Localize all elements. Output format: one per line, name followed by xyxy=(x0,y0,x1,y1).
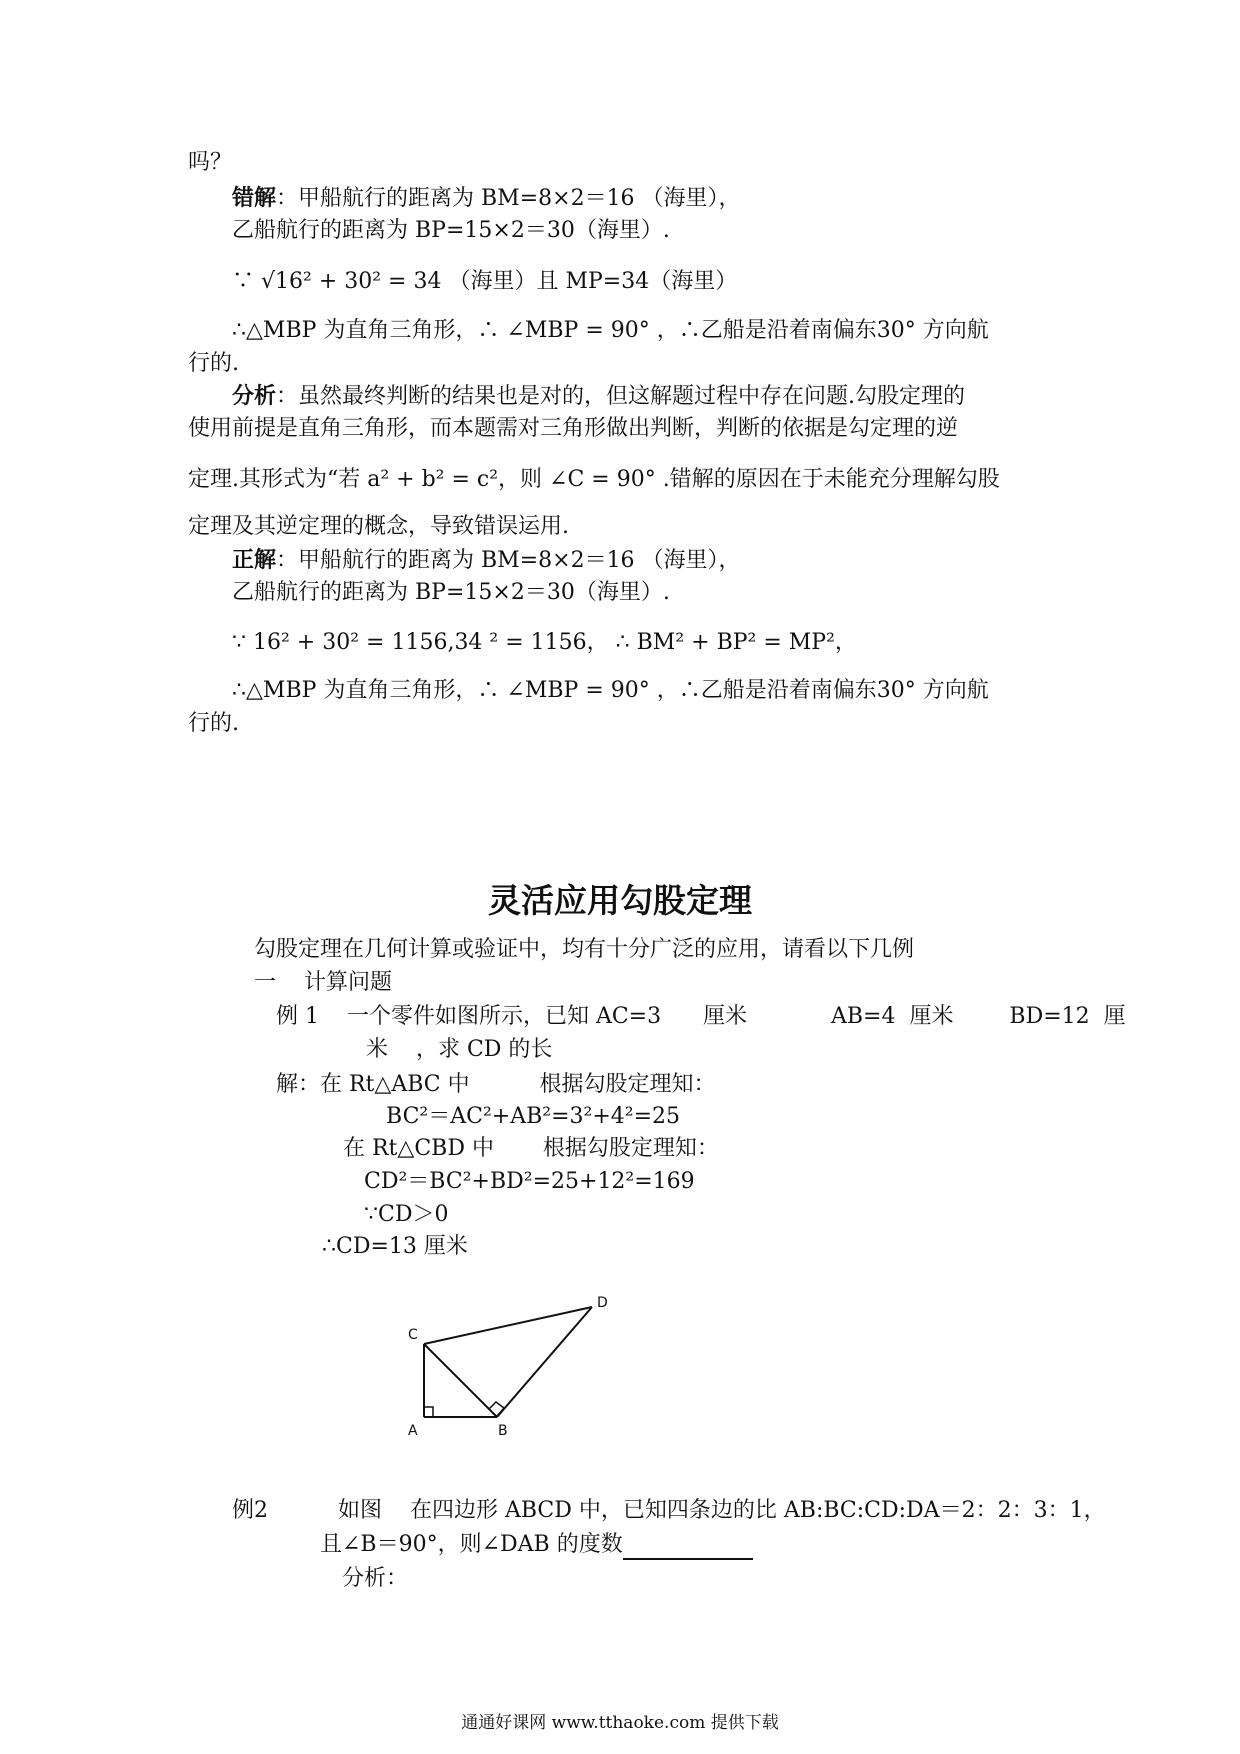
label-a: A xyxy=(408,1423,418,1439)
example-2-text: 如图 在四边形 ABCD 中，已知四条边的比 AB:BC:CD:DA＝2：2：3：1， xyxy=(338,1498,1106,1523)
formula-line: ∵ √16² + 30² = 34 （海里）且 MP=34（海里） xyxy=(232,269,738,294)
segment-cd xyxy=(424,1307,592,1344)
text-line: ：甲船航行的距离为 BM=8×2＝16 （海里）， xyxy=(276,548,741,573)
solution-line: 在 Rt△CBD 中 根据勾股定理知： xyxy=(343,1136,719,1161)
analysis-label: 分析 xyxy=(232,383,277,409)
solution-line: ∵CD＞0 xyxy=(364,1202,449,1227)
text-line: ：虽然最终判断的结果也是对的，但这解题过程中存在问题.勾股定理的 xyxy=(276,384,966,409)
subsection-heading: 一 计算问题 xyxy=(254,970,392,995)
text-line: 定理.其形式为“若 a² + b² = c²，则 ∠C = 90° .错解的原因在于未能充分理解勾股 xyxy=(188,467,1000,492)
wrong-solution-line xyxy=(232,183,741,214)
section-title: 灵活应用勾股定理 xyxy=(488,881,752,920)
correct-solution-label: 正解 xyxy=(232,547,277,573)
solution-line: BC²＝AC²+AB²=3²+4²=25 xyxy=(386,1104,681,1129)
page-footer: 通通好课网 www.tthaoke.com 提供下载 xyxy=(461,1713,779,1733)
text-line: 使用前提是直角三角形，而本题需对三角形做出判断，判断的依据是勾定理的逆 xyxy=(188,416,959,441)
wrong-solution-label: 错解 xyxy=(232,185,277,211)
text-line: ：甲船航行的距离为 BM=8×2＝16 （海里）， xyxy=(276,186,741,211)
example-1-text: 例 1 一个零件如图所示，已知 AC=3 厘米 AB=4 厘米 BD=12 厘 xyxy=(276,1004,1126,1029)
segment-bc xyxy=(424,1344,497,1417)
text-line: ∴△MBP 为直角三角形，∴ ∠MBP = 90° ，∴乙船是沿着南偏东30° 方向航 xyxy=(232,318,989,343)
analysis-line xyxy=(232,381,965,412)
text-line: 且∠B＝90°，则∠DAB 的度数 xyxy=(320,1532,623,1557)
example-2-text xyxy=(320,1530,753,1560)
analysis-prompt: 分析： xyxy=(342,1566,409,1591)
text-line: 乙船航行的距离为 BP=15×2＝30（海里）. xyxy=(232,580,670,605)
text-line: ∴△MBP 为直角三角形，∴ ∠MBP = 90° ，∴乙船是沿着南偏东30° 方向航 xyxy=(232,678,989,703)
example-2-label: 例2 xyxy=(232,1498,268,1523)
example-1-text: 米 ，求 CD 的长 xyxy=(366,1037,553,1062)
text-line: 乙船航行的距离为 BP=15×2＝30（海里）. xyxy=(232,218,670,243)
label-d: D xyxy=(597,1295,608,1311)
label-c: C xyxy=(408,1327,418,1343)
text-line: 定理及其逆定理的概念，导致错误运用. xyxy=(188,514,569,539)
answer-blank xyxy=(623,1536,753,1560)
solution-line: 解：在 Rt△ABC 中 根据勾股定理知： xyxy=(276,1072,716,1097)
text-line: 吗？ xyxy=(188,150,233,175)
solution-line: CD²＝BC²+BD²=25+12²=169 xyxy=(364,1169,695,1194)
solution-line: ∴CD=13 厘米 xyxy=(322,1234,468,1259)
formula-line: ∵ 16² + 30² = 1156,34 ² = 1156， ∴ BM² + BP² = MP²， xyxy=(232,630,857,655)
correct-solution-line xyxy=(232,545,741,576)
text-line: 行的. xyxy=(188,351,239,376)
triangle-figure xyxy=(400,1285,630,1445)
text-line: 行的. xyxy=(188,711,239,736)
intro-text: 勾股定理在几何计算或验证中，均有十分广泛的应用，请看以下几例 xyxy=(254,937,915,962)
segment-bd xyxy=(497,1307,592,1417)
right-angle-mark-b xyxy=(489,1402,504,1416)
right-angle-mark-a xyxy=(424,1407,433,1417)
label-b: B xyxy=(498,1423,508,1439)
